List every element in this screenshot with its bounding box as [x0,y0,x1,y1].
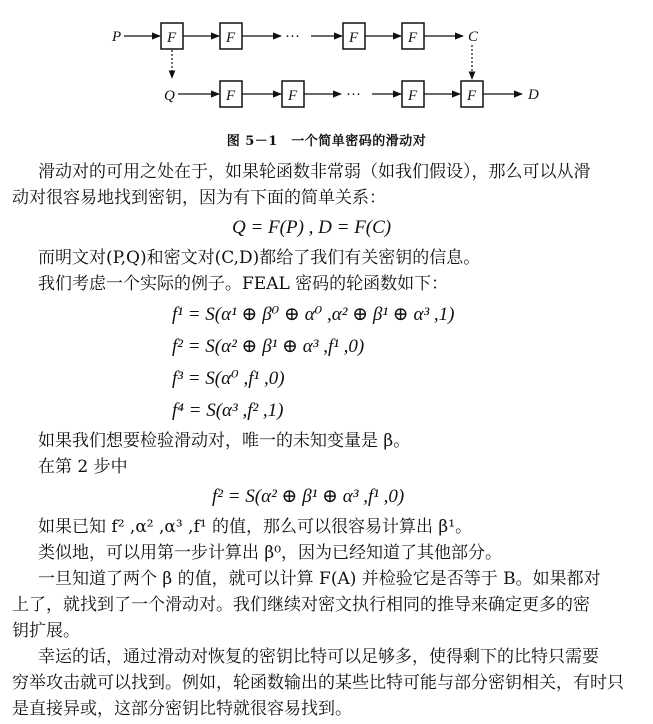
paragraph-1-line-2: 动对很容易地找到密钥，因为有下面的简单关系： [12,188,386,208]
label-d: D [528,87,539,103]
equation-f3: f³ = S(α⁰ ,f¹ ,0) [172,368,285,389]
f-label-top-2: F [226,30,236,46]
figure-caption: 图 5－1 一个简单密码的滑动对 [226,134,427,149]
label-q: Q [164,88,175,104]
paragraph-8-line-2: 上了，就找到了一个滑动对。我们继续对密文执行相同的推导来确定更多的密 [12,595,590,615]
f-label-top-4: F [408,30,418,46]
f-label-top-3: F [349,30,359,46]
f-label-bottom-2: F [288,88,298,104]
equation-f4: f⁴ = S(α³ ,f² ,1) [172,400,284,421]
paragraph-8-line-1: 一旦知道了两个 β 的值，就可以计算 F(A) 并检验它是否等于 B。如果都对 [38,569,601,589]
label-c: C [468,29,479,45]
paragraph-1-line-1: 滑动对的可用之处在于，如果轮函数非常弱（如我们假设），那么可以从滑 [38,162,591,182]
dots-bottom: ··· [346,87,361,103]
paragraph-9-line-3: 是直接异或，这部分密钥比特就很容易找到。 [12,699,352,719]
paragraph-5: 在第 2 步中 [38,457,128,477]
slide-pair-diagram [0,0,653,120]
equation-f2: f² = S(α² ⊕ β¹ ⊕ α³ ,f¹ ,0) [172,336,365,357]
paragraph-8-line-3: 钥扩展。 [12,621,80,641]
paragraph-7: 类似地，可以用第一步计算出 β⁰，因为已经知道了其他部分。 [38,543,503,563]
paragraph-9-line-1: 幸运的话，通过滑动对恢复的密钥比特可以足够多，使得剩下的比特只需要 [38,647,599,667]
paragraph-3: 我们考虑一个实际的例子。FEAL 密码的轮函数如下： [38,274,449,294]
label-p: P [112,29,122,45]
paragraph-4: 如果我们想要检验滑动对，唯一的未知变量是 β。 [38,431,411,451]
equation-f2-step2: f² = S(α² ⊕ β¹ ⊕ α³ ,f¹ ,0) [212,486,405,507]
equation-q-d: Q = F(P) , D = F(C) [232,217,392,238]
paragraph-2: 而明文对(P,Q)和密文对(C,D)都给了我们有关密钥的信息。 [38,248,481,268]
equation-f1: f¹ = S(α¹ ⊕ β⁰ ⊕ α⁰ ,α² ⊕ β¹ ⊕ α³ ,1) [172,304,455,325]
f-label-top-1: F [167,30,177,46]
f-label-bottom-3: F [408,88,418,104]
dots-top: ··· [285,29,300,45]
f-label-bottom-1: F [226,88,236,104]
paragraph-6: 如果已知 f² ,α² ,α³ ,f¹ 的值，那么可以很容易计算出 β¹。 [38,517,473,537]
paragraph-9-line-2: 穷举攻击就可以找到。例如，轮函数输出的某些比特可能与部分密钥相关，有时只 [12,673,624,693]
f-label-bottom-4: F [467,88,477,104]
